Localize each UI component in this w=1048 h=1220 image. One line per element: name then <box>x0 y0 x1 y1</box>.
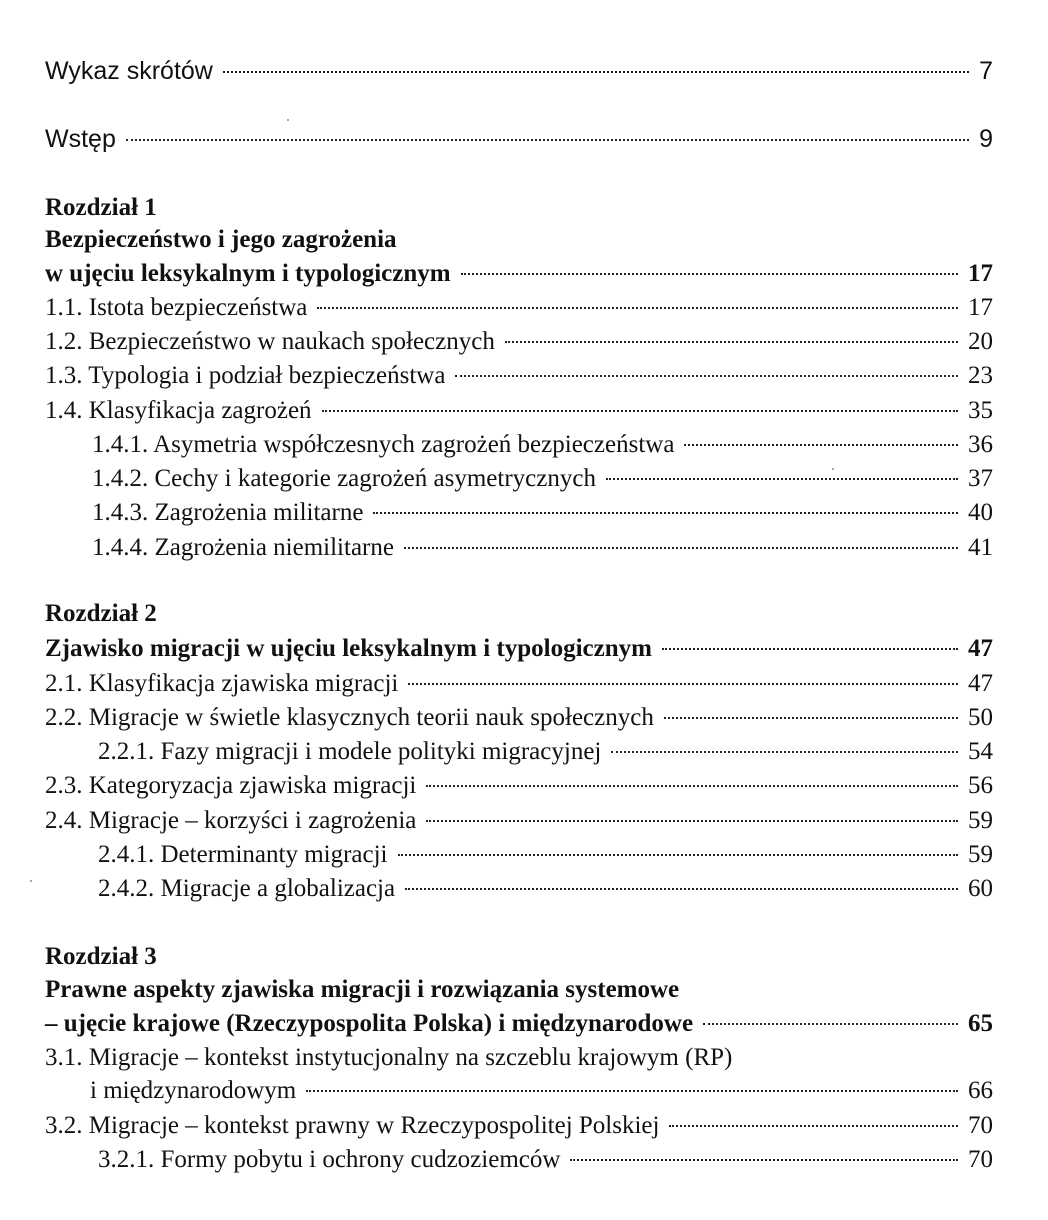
scan-speck <box>287 119 289 121</box>
chapter-1-number: Rozdział 1 <box>45 194 157 221</box>
toc-page-number: 37 <box>968 465 993 492</box>
toc-entry-3-1-line1[interactable]: 3.1. Migracje – kontekst instytucjonalny na szczeblu krajowym (RP) <box>45 1044 733 1071</box>
dot-leader <box>662 648 958 650</box>
toc-entry-1-4-2[interactable] <box>92 463 993 495</box>
toc-entry-1-4-1[interactable] <box>92 429 993 461</box>
scan-speck <box>832 468 834 470</box>
toc-entry-2-3[interactable] <box>45 770 993 802</box>
dot-leader <box>408 683 958 685</box>
toc-entry-label: 2.4. Migracje – korzyści i zagrożenia <box>45 807 417 834</box>
toc-page-number: 56 <box>968 772 993 799</box>
dot-leader <box>606 478 958 480</box>
toc-entry-abbreviations[interactable] <box>45 55 993 87</box>
dot-leader <box>570 1159 958 1161</box>
chapter-2-title: Zjawisko migracji w ujęciu leksykalnym i typologicznym <box>45 635 652 662</box>
chapter-3-number: Rozdział 3 <box>45 943 157 970</box>
toc-entry-label: 1.2. Bezpieczeństwo w naukach społecznych <box>45 328 495 355</box>
toc-entry-2-1[interactable] <box>45 668 993 700</box>
toc-page-number: 23 <box>968 362 993 389</box>
toc-entry-label: 3.2.1. Formy pobytu i ochrony cudzoziemców <box>98 1146 561 1173</box>
toc-entry-label: 1.3. Typologia i podział bezpieczeństwa <box>45 362 446 389</box>
dot-leader <box>426 785 958 787</box>
dot-leader <box>669 1125 958 1127</box>
toc-entry-2-2[interactable] <box>45 702 993 734</box>
toc-page-number: 54 <box>968 738 993 765</box>
toc-entry-label: 1.1. Istota bezpieczeństwa <box>45 294 308 321</box>
toc-entry-label: 2.4.2. Migracje a globalizacja <box>98 875 396 902</box>
toc-entry-label: 2.4.1. Determinanty migracji <box>98 841 388 868</box>
dot-leader <box>684 444 958 446</box>
toc-page-number: 17 <box>968 294 993 321</box>
dot-leader <box>505 341 958 343</box>
dot-leader <box>306 1090 958 1092</box>
toc-entry-label: 1.4.3. Zagrożenia militarne <box>92 499 364 526</box>
scan-speck <box>30 880 32 882</box>
dot-leader <box>426 820 958 822</box>
toc-page-number: 9 <box>979 125 993 153</box>
toc-page-number: 47 <box>968 670 993 697</box>
chapter-1-title-line1: Bezpieczeństwo i jego zagrożenia <box>45 226 397 253</box>
toc-entry-1-4[interactable] <box>45 395 993 427</box>
toc-entry-3-2-1[interactable] <box>98 1144 993 1176</box>
toc-entry-1-1[interactable] <box>45 292 993 324</box>
toc-entry-label: Wykaz skrótów <box>45 57 213 85</box>
toc-entry-label: 2.3. Kategoryzacja zjawiska migracji <box>45 772 417 799</box>
toc-page-number: 60 <box>968 875 993 902</box>
dot-leader <box>322 410 958 412</box>
toc-page-number: 66 <box>968 1077 993 1104</box>
toc-entry-introduction[interactable] <box>45 123 993 155</box>
dot-leader <box>703 1023 958 1025</box>
toc-page-number: 59 <box>968 807 993 834</box>
dot-leader <box>664 717 958 719</box>
toc-entry-1-4-3[interactable] <box>92 497 993 529</box>
toc-entry-label: 2.2. Migracje w świetle klasycznych teorii nauk społecznych <box>45 704 654 731</box>
toc-page-number: 70 <box>968 1146 993 1173</box>
toc-entry-3-2[interactable] <box>45 1110 993 1142</box>
toc-page-number: 70 <box>968 1112 993 1139</box>
toc-entry-2-4-2[interactable] <box>98 873 993 905</box>
toc-page-number: 59 <box>968 841 993 868</box>
dot-leader <box>223 71 969 73</box>
chapter-2-number: Rozdział 2 <box>45 600 157 627</box>
chapter-1-title-line2: w ujęciu leksykalnym i typologicznym <box>45 260 451 287</box>
toc-entry-label: Wstęp <box>45 125 116 153</box>
toc-entry-chapter-1[interactable] <box>45 258 993 290</box>
toc-page-number: 36 <box>968 431 993 458</box>
toc-entry-1-3[interactable] <box>45 360 993 392</box>
toc-entry-label: 1.4.2. Cechy i kategorie zagrożeń asymetrycznych <box>92 465 596 492</box>
toc-entry-label: 2.1. Klasyfikacja zjawiska migracji <box>45 670 399 697</box>
toc-page-number: 47 <box>968 635 993 662</box>
toc-entry-chapter-3[interactable] <box>45 1008 993 1040</box>
dot-leader <box>317 307 958 309</box>
toc-page-number: 50 <box>968 704 993 731</box>
toc-entry-label: 2.2.1. Fazy migracji i modele polityki migracyjnej <box>98 738 602 765</box>
toc-page-number: 65 <box>968 1010 993 1037</box>
toc-page-number: 40 <box>968 499 993 526</box>
toc-page-number: 17 <box>968 260 993 287</box>
dot-leader <box>405 888 958 890</box>
toc-entry-1-4-4[interactable] <box>92 532 993 564</box>
dot-leader <box>404 547 958 549</box>
toc-entry-3-1[interactable] <box>90 1075 993 1107</box>
toc-page-number: 7 <box>979 57 993 85</box>
dot-leader <box>373 512 958 514</box>
toc-page-number: 41 <box>968 534 993 561</box>
toc-entry-label: 1.4.1. Asymetria współczesnych zagrożeń bezpieczeństwa <box>92 431 675 458</box>
toc-entry-2-4-1[interactable] <box>98 839 993 871</box>
toc-page-number: 35 <box>968 397 993 424</box>
chapter-3-title-line1: Prawne aspekty zjawiska migracji i rozwiązania systemowe <box>45 976 680 1003</box>
toc-page-number: 20 <box>968 328 993 355</box>
toc-entry-label: 1.4. Klasyfikacja zagrożeń <box>45 397 312 424</box>
dot-leader <box>461 273 958 275</box>
dot-leader <box>126 139 969 141</box>
toc-entry-2-2-1[interactable] <box>98 736 993 768</box>
chapter-3-title-line2: – ujęcie krajowe (Rzeczypospolita Polska) i międzynarodowe <box>45 1010 694 1037</box>
dot-leader <box>611 751 958 753</box>
toc-entry-1-2[interactable] <box>45 326 993 358</box>
toc-entry-label: 1.4.4. Zagrożenia niemilitarne <box>92 534 394 561</box>
toc-entry-label: i międzynarodowym <box>90 1077 297 1104</box>
toc-entry-chapter-2[interactable] <box>45 633 993 665</box>
dot-leader <box>398 854 958 856</box>
toc-entry-2-4[interactable] <box>45 805 993 837</box>
dot-leader <box>455 375 958 377</box>
toc-entry-label: 3.2. Migracje – kontekst prawny w Rzeczypospolitej Polskiej <box>45 1112 660 1139</box>
